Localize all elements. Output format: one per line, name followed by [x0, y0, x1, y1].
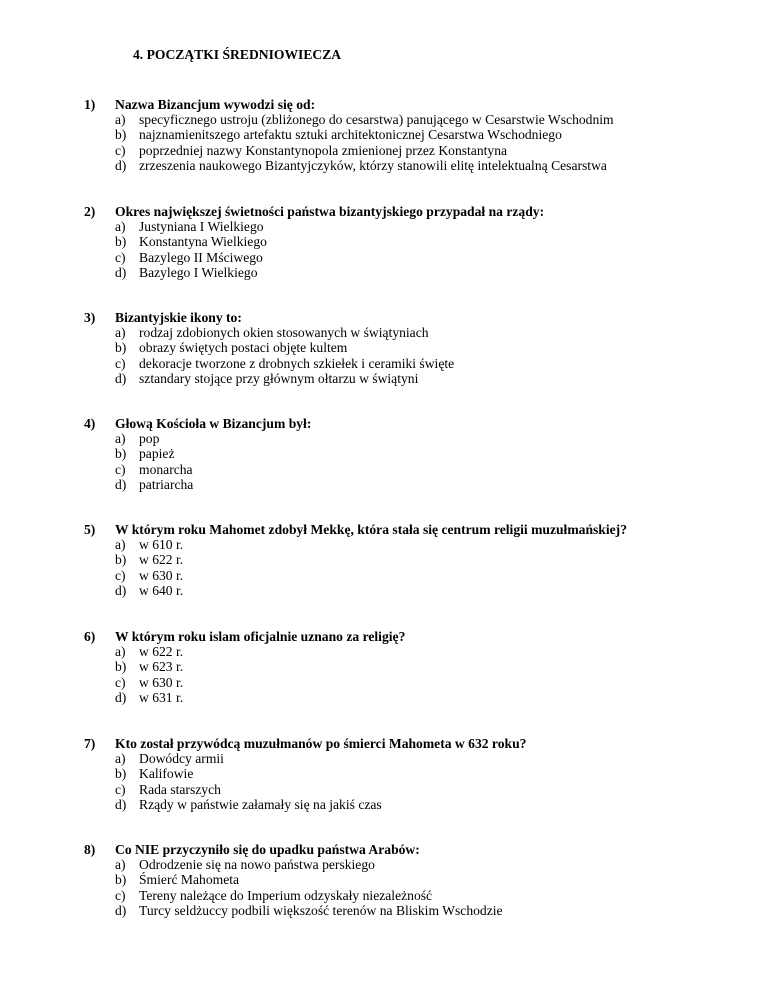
question-text: W którym roku Mahomet zdobył Mekkę, która stała się centrum religii muzułmańskiej? [115, 522, 628, 537]
option-letter: c) [115, 355, 126, 371]
answer-option [84, 143, 744, 158]
option-letter: b) [115, 446, 127, 462]
option-text: monarcha [139, 461, 193, 477]
option-letter: a) [115, 857, 126, 873]
question-6 [84, 629, 744, 705]
question-number: 2) [84, 204, 96, 219]
answer-option [84, 751, 744, 766]
option-letter: b) [115, 872, 127, 888]
question-number: 7) [84, 736, 96, 751]
question-4 [84, 416, 744, 492]
question-number: 6) [84, 629, 96, 644]
option-text: Bazylego I Wielkiego [139, 264, 258, 280]
option-text: dekoracje tworzone z drobnych szkiełek i ceramiki święte [139, 355, 455, 371]
question-text: Okres największej świetności państwa bizantyjskiego przypadał na rządy: [115, 204, 545, 219]
option-text: w 631 r. [139, 689, 184, 705]
option-letter: c) [115, 887, 126, 903]
option-text: Dowódcy armii [139, 751, 224, 767]
question-5 [84, 522, 744, 598]
answer-option [84, 356, 744, 371]
answer-option [84, 797, 744, 812]
page-title: 4. POCZĄTKI ŚREDNIOWIECZA [133, 47, 342, 62]
question-8 [84, 842, 744, 918]
answer-option [84, 872, 744, 887]
answer-option [84, 234, 744, 249]
question-text: Głową Kościoła w Bizancjum był: [115, 416, 312, 431]
option-text: w 622 r. [139, 644, 184, 660]
answer-option [84, 766, 744, 781]
option-letter: b) [115, 659, 127, 675]
answer-option [84, 431, 744, 446]
answer-option [84, 568, 744, 583]
option-letter: d) [115, 582, 127, 598]
answer-option [84, 340, 744, 355]
option-text: Konstantyna Wielkiego [139, 234, 267, 250]
option-letter: d) [115, 796, 127, 812]
answer-option [84, 112, 744, 127]
option-text: poprzedniej nazwy Konstantynopola zmienionej przez Konstantyna [139, 142, 508, 158]
question-heading [84, 416, 744, 431]
option-text: pop [139, 431, 160, 447]
option-text: w 630 r. [139, 674, 184, 690]
answer-option [84, 888, 744, 903]
answer-option [84, 446, 744, 461]
answer-option [84, 675, 744, 690]
answer-option [84, 903, 744, 918]
question-text: Kto został przywódcą muzułmanów po śmierci Mahometa w 632 roku? [115, 736, 527, 751]
question-heading [84, 310, 744, 325]
question-heading [84, 736, 744, 751]
option-letter: a) [115, 644, 126, 660]
option-text: zrzeszenia naukowego Bizantyjczyków, którzy stanowili elitę intelektualną Cesarstwa [139, 157, 607, 173]
question-7 [84, 736, 744, 812]
option-text: specyficznego ustroju (zbliżonego do cesarstwa) panującego w Cesarstwie Wschodnim [139, 112, 614, 128]
option-text: w 640 r. [139, 582, 184, 598]
answer-option [84, 371, 744, 386]
question-heading [84, 522, 744, 537]
answer-option [84, 659, 744, 674]
answer-option [84, 583, 744, 598]
option-text: Rada starszych [139, 781, 221, 797]
option-text: Kalifowie [139, 766, 194, 782]
answer-option [84, 219, 744, 234]
question-number: 3) [84, 310, 96, 325]
question-heading [84, 842, 744, 857]
option-letter: c) [115, 461, 126, 477]
option-letter: a) [115, 219, 126, 235]
option-letter: c) [115, 781, 126, 797]
option-letter: a) [115, 112, 126, 128]
answer-option [84, 537, 744, 552]
answer-option [84, 265, 744, 280]
option-text: sztandary stojące przy głównym ołtarzu w świątyni [139, 370, 419, 386]
option-letter: b) [115, 340, 127, 356]
option-text: rodzaj zdobionych okien stosowanych w świątyniach [139, 325, 429, 341]
option-letter: b) [115, 234, 127, 250]
option-text: najznamienitszego artefaktu sztuki architektonicznej Cesarstwa Wschodniego [139, 127, 562, 143]
answer-option [84, 782, 744, 797]
option-letter: d) [115, 902, 127, 918]
answer-option [84, 250, 744, 265]
option-text: w 623 r. [139, 659, 184, 675]
question-number: 5) [84, 522, 96, 537]
option-text: Turcy seldżuccy podbili większość terenów na Bliskim Wschodzie [139, 902, 503, 918]
answer-option [84, 552, 744, 567]
option-text: Śmierć Mahometa [139, 872, 240, 888]
answer-option [84, 462, 744, 477]
option-text: Justyniana I Wielkiego [139, 219, 264, 235]
question-number: 1) [84, 97, 96, 112]
option-letter: a) [115, 431, 126, 447]
option-text: Tereny należące do Imperium odzyskały niezależność [139, 887, 433, 903]
question-text: W którym roku islam oficjalnie uznano za religię? [115, 629, 406, 644]
question-2 [84, 204, 744, 280]
option-letter: d) [115, 264, 127, 280]
answer-option [84, 644, 744, 659]
option-letter: a) [115, 325, 126, 341]
option-letter: c) [115, 249, 126, 265]
option-letter: c) [115, 674, 126, 690]
option-letter: a) [115, 751, 126, 767]
question-heading [84, 629, 744, 644]
option-letter: d) [115, 157, 127, 173]
option-letter: a) [115, 537, 126, 553]
option-letter: b) [115, 552, 127, 568]
answer-option [84, 158, 744, 173]
option-text: patriarcha [139, 476, 194, 492]
answer-option [84, 127, 744, 142]
question-text: Co NIE przyczyniło się do upadku państwa Arabów: [115, 842, 420, 857]
answer-option [84, 857, 744, 872]
option-text: w 622 r. [139, 552, 184, 568]
option-text: w 610 r. [139, 537, 184, 553]
question-1 [84, 97, 744, 173]
option-letter: b) [115, 127, 127, 143]
question-3 [84, 310, 744, 386]
question-heading [84, 204, 744, 219]
option-text: w 630 r. [139, 567, 184, 583]
option-letter: b) [115, 766, 127, 782]
option-text: Bazylego II Mściwego [139, 249, 263, 265]
question-heading [84, 97, 744, 112]
answer-option [84, 325, 744, 340]
option-letter: d) [115, 476, 127, 492]
question-text: Nazwa Bizancjum wywodzi się od: [115, 97, 316, 112]
option-text: Rządy w państwie załamały się na jakiś czas [139, 796, 382, 812]
question-number: 8) [84, 842, 96, 857]
option-text: papież [139, 446, 175, 462]
option-letter: d) [115, 689, 127, 705]
option-text: Odrodzenie się na nowo państwa perskiego [139, 857, 375, 873]
option-text: obrazy świętych postaci objęte kultem [139, 340, 348, 356]
answer-option [84, 690, 744, 705]
question-number: 4) [84, 416, 96, 431]
option-letter: d) [115, 370, 127, 386]
question-text: Bizantyjskie ikony to: [115, 310, 242, 325]
option-letter: c) [115, 567, 126, 583]
option-letter: c) [115, 142, 126, 158]
answer-option [84, 477, 744, 492]
